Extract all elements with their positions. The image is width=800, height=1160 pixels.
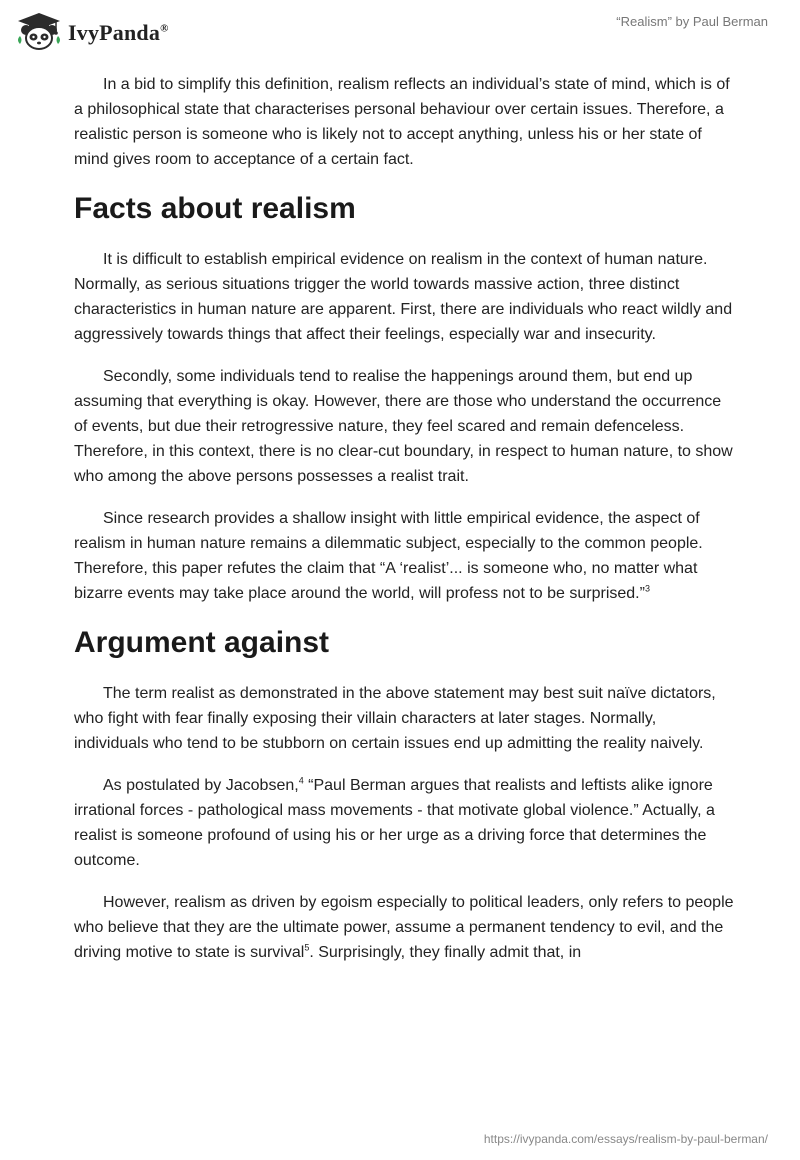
document-title: “Realism” by Paul Berman (616, 14, 768, 29)
footnote-ref-3[interactable]: 3 (644, 583, 650, 594)
paragraph-jacobsen-text-a: As postulated by Jacobsen, (103, 777, 299, 794)
paragraph-research-text: Since research provides a shallow insight with little empirical evidence, the aspect of realism in human nature remains a dilemmatic subject, especially to the common people. Therefore, this paper refutes the claim that “A ‘realist’... is someone who, no matter what bizarre events may take place around the world, will profess not to be surprised.” (74, 510, 703, 602)
essay-body (74, 72, 734, 982)
heading-facts-about-realism: Facts about realism (74, 192, 356, 225)
paragraph-secondly: Secondly, some individuals tend to realise the happenings around them, but end up assuming that everything is okay. However, there are those who understand the occurrence of events, but due their retrogressive nature, they feel scared and remain defenceless. Therefore, in this context, there is no clear-cut boundary, in respect to human nature, to show who among the above persons possesses a realist trait. (74, 368, 733, 485)
paragraph-egoism-text-b: . Surprisingly, they finally admit that, in (309, 944, 582, 961)
brand-name: IvyPanda® (68, 19, 169, 45)
registered-mark: ® (160, 22, 169, 35)
paragraph-research (74, 506, 734, 606)
paragraph-empirical-evidence: It is difficult to establish empirical evidence on realism in the context of human nature. Normally, as serious situations trigger the world towards massive action, three distinct characteristics in human nature are apparent. First, there are individuals who react wildly and aggressively towards things that affect their feelings, especially war and insecurity. (74, 251, 733, 343)
paragraph-jacobsen-text-b: “Paul Berman argues that realists and leftists alike ignore irrational forces - pathological mass movements - that motivate global violence.” Actually, a realist is someone profound of using his or her urge as a driving force that determines the outcome. (74, 777, 715, 869)
heading-argument-against: Argument against (74, 626, 330, 659)
paragraph-definition: In a bid to simplify this definition, realism reflects an individual’s state of mind, which is of a philosophical state that characterises personal behaviour over certain issues. Therefore, a realistic person is someone who is likely not to accept anything, unless his or her state of mind gives room to acceptance of a certain fact. (74, 76, 730, 168)
footnote-ref-5[interactable]: 5 (304, 942, 310, 953)
paragraph-naive-dictators: The term realist as demonstrated in the above statement may best suit naïve dictators, who fight with fear finally exposing their villain characters at later stages. Normally, individuals who tend to be stubborn on certain issues end up admitting the reality naively. (74, 685, 716, 752)
source-url[interactable]: https://ivypanda.com/essays/realism-by-paul-berman/ (483, 1132, 768, 1146)
footnote-ref-4[interactable]: 4 (298, 775, 304, 786)
page-header (0, 0, 800, 60)
panda-graduate-icon (14, 10, 64, 55)
paragraph-egoism-text-a: However, realism as driven by egoism especially to political leaders, only refers to people who believe that they are the ultimate power, assume a permanent tendency to evil, and the driving motive to state is survival (74, 894, 734, 961)
paragraph-jacobsen (74, 773, 734, 873)
paragraph-egoism (74, 890, 734, 965)
brand-logo[interactable] (14, 10, 169, 55)
